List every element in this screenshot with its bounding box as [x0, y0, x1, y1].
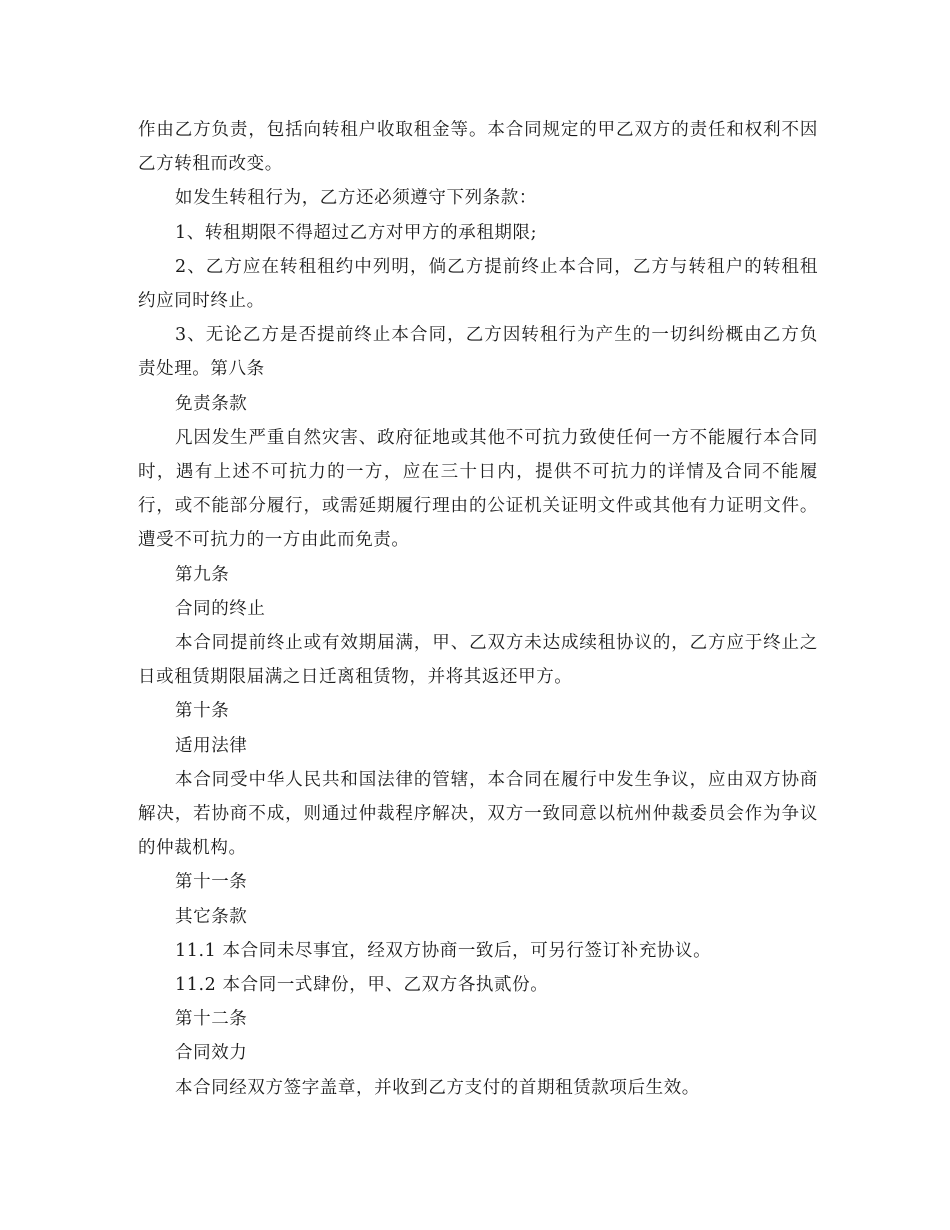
paragraph-applicable-law: 本合同受中华人民共和国法律的管辖，本合同在履行中发生争议，应由双方协商解决，若协商不成，则通过仲裁程序解决，双方一致同意以杭州仲裁委员会作为争议的仲裁机构。	[138, 769, 818, 859]
clause-11-2: 11.2 本合同一式肆份，甲、乙双方各执贰份。	[175, 975, 549, 996]
clause-11-1: 11.1 本合同未尽事宜，经双方协商一致后，可另行签订补充协议。	[175, 940, 712, 961]
section-heading-applicable-law: 适用法律	[175, 735, 248, 756]
section-heading-other-terms: 其它条款	[175, 906, 248, 927]
paragraph-force-majeure: 凡因发生严重自然灾害、政府征地或其他不可抗力致使任何一方不能履行本合同时，遇有上述不可抗力的一方，应在三十日内，提供不可抗力的详情及合同不能履行，或不能部分履行，或需延期履行理由的公证机关证明文件或其他有力证明文件。遭受不可抗力的一方由此而免责。	[138, 427, 818, 551]
paragraph-sublease-terms-intro: 如发生转租行为，乙方还必须遵守下列条款：	[175, 188, 537, 209]
section-heading-validity: 合同效力	[175, 1043, 248, 1064]
section-heading-termination: 合同的终止	[175, 598, 266, 619]
section-heading-exemption: 免责条款	[175, 393, 248, 414]
article-number-12: 第十二条	[175, 1009, 248, 1030]
article-number-9: 第九条	[175, 564, 230, 585]
paragraph-sublease-term-1: 1、转租期限不得超过乙方对甲方的承租期限;	[175, 222, 538, 243]
paragraph-termination: 本合同提前终止或有效期届满，甲、乙双方未达成续租协议的，乙方应于终止之日或租赁期限届满之日迁离租赁物，并将其返还甲方。	[138, 633, 818, 688]
paragraph-sublease-term-3: 3、无论乙方是否提前终止本合同，乙方因转租行为产生的一切纠纷概由乙方负责处理。第八条	[138, 325, 818, 380]
paragraph-validity: 本合同经双方签字盖章，并收到乙方支付的首期租赁款项后生效。	[175, 1077, 700, 1098]
article-number-11: 第十一条	[175, 872, 248, 893]
article-number-10: 第十条	[175, 701, 230, 722]
document-page	[138, 113, 818, 1105]
paragraph-sublease-term-2: 2、乙方应在转租租约中列明，倘乙方提前终止本合同，乙方与转租户的转租租约应同时终止。	[138, 256, 818, 312]
paragraph-sublease-responsibility: 作由乙方负责，包括向转租户收取租金等。本合同规定的甲乙双方的责任和权利不因乙方转租而改变。	[138, 120, 818, 175]
